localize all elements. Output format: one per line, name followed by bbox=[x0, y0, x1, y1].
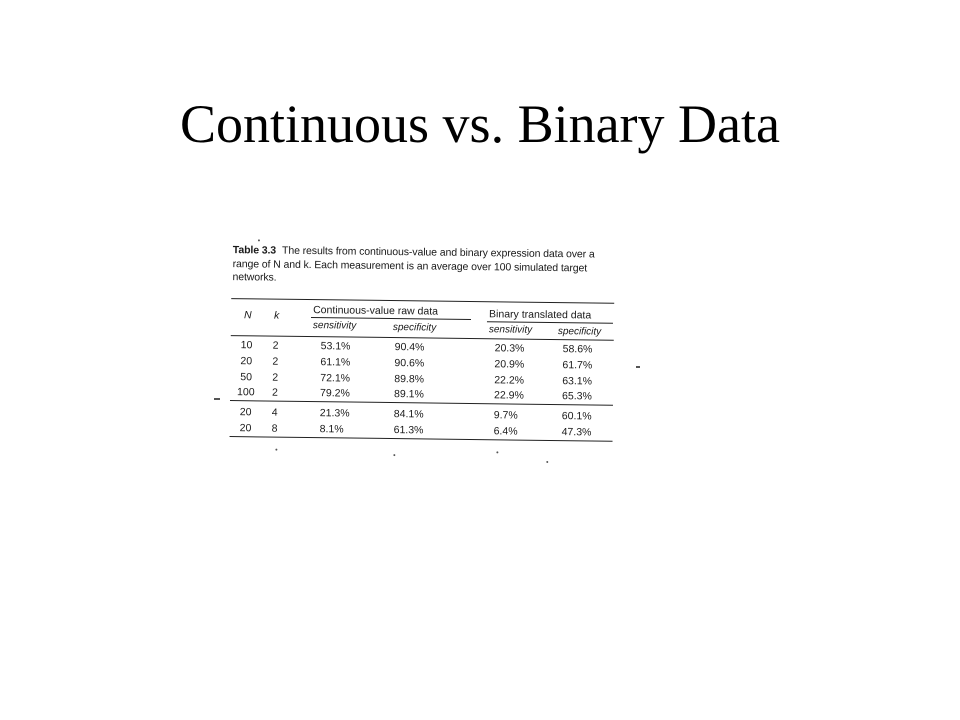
cell-binary-specificity: 47.3% bbox=[561, 426, 592, 439]
cell-binary-sensitivity: 22.9% bbox=[494, 389, 524, 402]
caption-line-3: networks. bbox=[232, 271, 277, 284]
cell-continuous-specificity: 84.1% bbox=[393, 408, 424, 421]
cell-k: 2 bbox=[272, 339, 279, 352]
group-header-binary: Binary translated data bbox=[488, 308, 592, 322]
cell-continuous-sensitivity: 53.1% bbox=[320, 340, 351, 353]
cell-n: 20 bbox=[239, 406, 252, 419]
cell-continuous-specificity: 89.8% bbox=[394, 373, 425, 386]
cell-continuous-sensitivity: 8.1% bbox=[319, 423, 344, 436]
scan-speck bbox=[258, 239, 260, 241]
cell-k: 2 bbox=[272, 355, 279, 368]
cell-n: 20 bbox=[240, 355, 253, 368]
cell-binary-specificity: 60.1% bbox=[561, 410, 592, 423]
cell-binary-specificity: 65.3% bbox=[561, 390, 592, 403]
cell-n: 50 bbox=[240, 371, 253, 384]
cell-continuous-specificity: 89.1% bbox=[394, 388, 424, 401]
cell-n: 10 bbox=[240, 339, 253, 352]
cell-continuous-sensitivity: 21.3% bbox=[319, 407, 350, 420]
cell-continuous-specificity: 61.3% bbox=[393, 424, 424, 437]
slide-title: Continuous vs. Binary Data bbox=[180, 94, 780, 154]
cell-n: 20 bbox=[239, 422, 252, 435]
cell-binary-sensitivity: 9.7% bbox=[493, 409, 518, 422]
cell-n: 100 bbox=[237, 386, 255, 399]
cell-continuous-sensitivity: 61.1% bbox=[320, 356, 351, 369]
cell-binary-sensitivity: 6.4% bbox=[493, 425, 518, 438]
table-top-rule bbox=[231, 298, 614, 304]
caption-line-2: range of N and k. Each measurement is an average over 100 simulated target bbox=[232, 257, 588, 274]
subheader-binary-sensitivity: sensitivity bbox=[488, 324, 533, 336]
subheader-binary-specificity: specificity bbox=[557, 326, 602, 338]
cell-continuous-specificity: 90.4% bbox=[394, 341, 425, 354]
scan-speck bbox=[496, 451, 498, 453]
caption-line-1: The results from continuous-value and binary expression data over a bbox=[282, 244, 595, 261]
scanned-table-figure bbox=[223, 236, 626, 471]
cell-continuous-sensitivity: 79.2% bbox=[320, 387, 350, 400]
column-header-n: N bbox=[243, 309, 252, 322]
cell-binary-specificity: 61.7% bbox=[562, 359, 593, 372]
cell-binary-specificity: 63.1% bbox=[562, 375, 593, 388]
cell-binary-sensitivity: 22.2% bbox=[494, 374, 525, 387]
cell-binary-sensitivity: 20.3% bbox=[494, 342, 525, 355]
cell-binary-specificity: 58.6% bbox=[562, 343, 593, 356]
cell-continuous-sensitivity: 72.1% bbox=[320, 372, 351, 385]
group-header-continuous: Continuous-value raw data bbox=[313, 304, 439, 318]
subheader-continuous-sensitivity: sensitivity bbox=[312, 320, 357, 332]
cell-binary-sensitivity: 20.9% bbox=[494, 358, 525, 371]
cell-k: 2 bbox=[272, 386, 279, 399]
scan-speck bbox=[393, 454, 395, 456]
scan-speck bbox=[546, 461, 548, 463]
scan-speck bbox=[275, 449, 277, 451]
table-caption bbox=[232, 244, 672, 290]
cell-k: 4 bbox=[271, 406, 278, 419]
scan-mark bbox=[636, 366, 640, 368]
subheader-continuous-specificity: specificity bbox=[392, 322, 437, 334]
cell-k: 2 bbox=[272, 371, 279, 384]
cell-k: 8 bbox=[271, 422, 278, 435]
column-header-k: k bbox=[273, 309, 280, 322]
scan-mark bbox=[214, 398, 220, 400]
group-rule-binary bbox=[487, 321, 613, 324]
table-label: Table 3.3 bbox=[232, 244, 277, 257]
cell-continuous-specificity: 90.6% bbox=[394, 357, 425, 370]
